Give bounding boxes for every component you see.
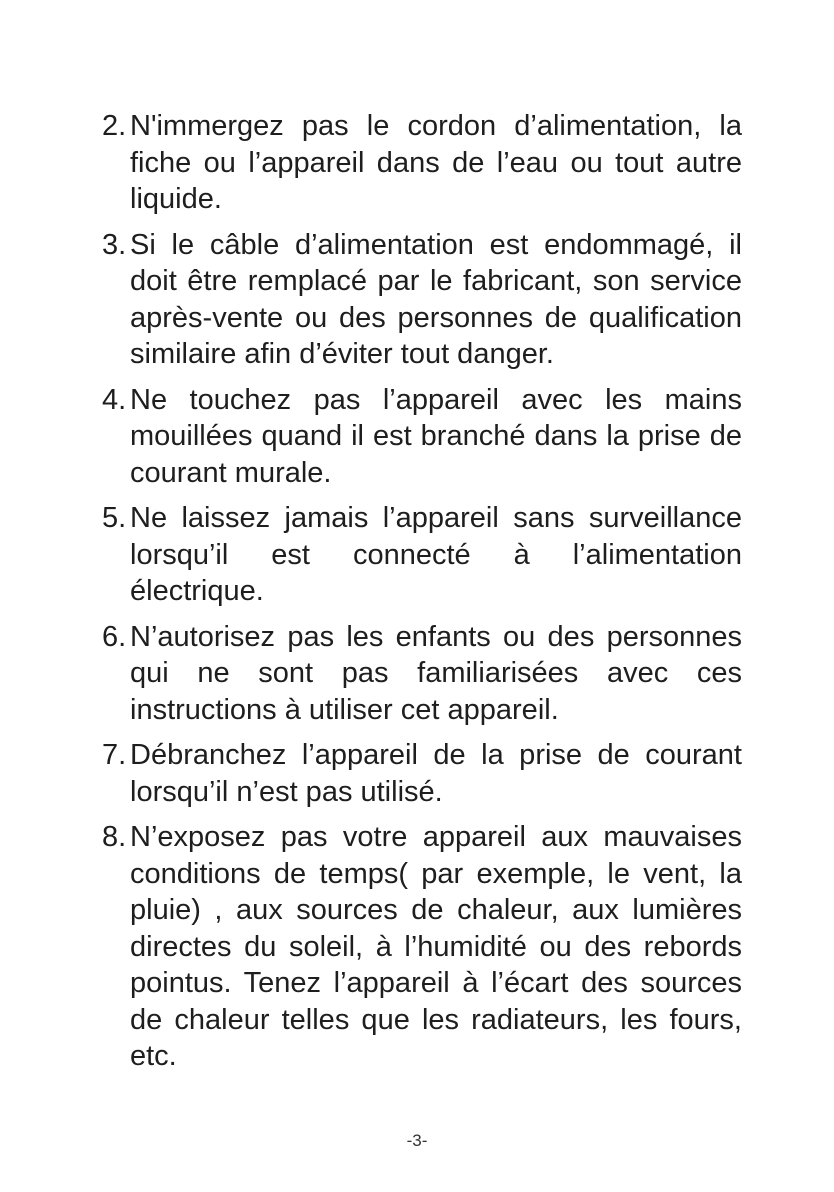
instruction-number: 5. (102, 502, 127, 534)
instruction-item-8 (102, 819, 742, 1075)
instruction-number: 3. (102, 228, 127, 261)
instruction-text: Débranchez l’appareil de la prise de courant lorsqu’il n’est pas utilisé. (130, 739, 742, 808)
instruction-text: N'immergez pas le cordon d’alimentation, la fiche ou l’appareil dans de l’eau ou tout autre liquide. (130, 110, 742, 215)
instruction-number: 7. (102, 739, 127, 771)
instruction-item-5 (102, 500, 742, 610)
instruction-item-3 (102, 227, 742, 373)
instruction-item-2 (102, 108, 742, 218)
instruction-text: Ne touchez pas l’appareil avec les mains mouillées quand il est branché dans la prise de courant murale. (130, 383, 742, 489)
instruction-text: Ne laissez jamais l’appareil sans surveillance lorsqu’il est connecté à l’alimentation électrique. (130, 502, 742, 607)
instruction-number: 4. (102, 383, 127, 416)
instruction-text: Si le câble d’alimentation est endommagé, il doit être remplacé par le fabricant, son service après-vente ou des personnes de qualification similaire afin d’éviter tout danger. (130, 228, 742, 370)
instruction-item-6 (102, 619, 742, 729)
safety-instruction-list (102, 108, 742, 1084)
instruction-number: 8. (102, 821, 127, 853)
page-number: -3- (406, 1131, 428, 1150)
instruction-item-4 (102, 382, 742, 492)
instruction-item-7 (102, 737, 742, 810)
instruction-number: 2. (102, 110, 127, 142)
instruction-text: N’exposez pas votre appareil aux mauvaises conditions de temps( par exemple, le vent, la pluie) , aux sources de chaleur, aux lumières directes du soleil, à l’humidité ou des rebords pointus. Tenez l’appareil à l’écart des sources de chaleur telles que les radiateurs, les fours, etc. (130, 821, 742, 1072)
instruction-number: 6. (102, 620, 127, 653)
instruction-text: N’autorisez pas les enfants ou des personnes qui ne sont pas familiarisées avec ces instructions à utiliser cet appareil. (130, 620, 742, 726)
